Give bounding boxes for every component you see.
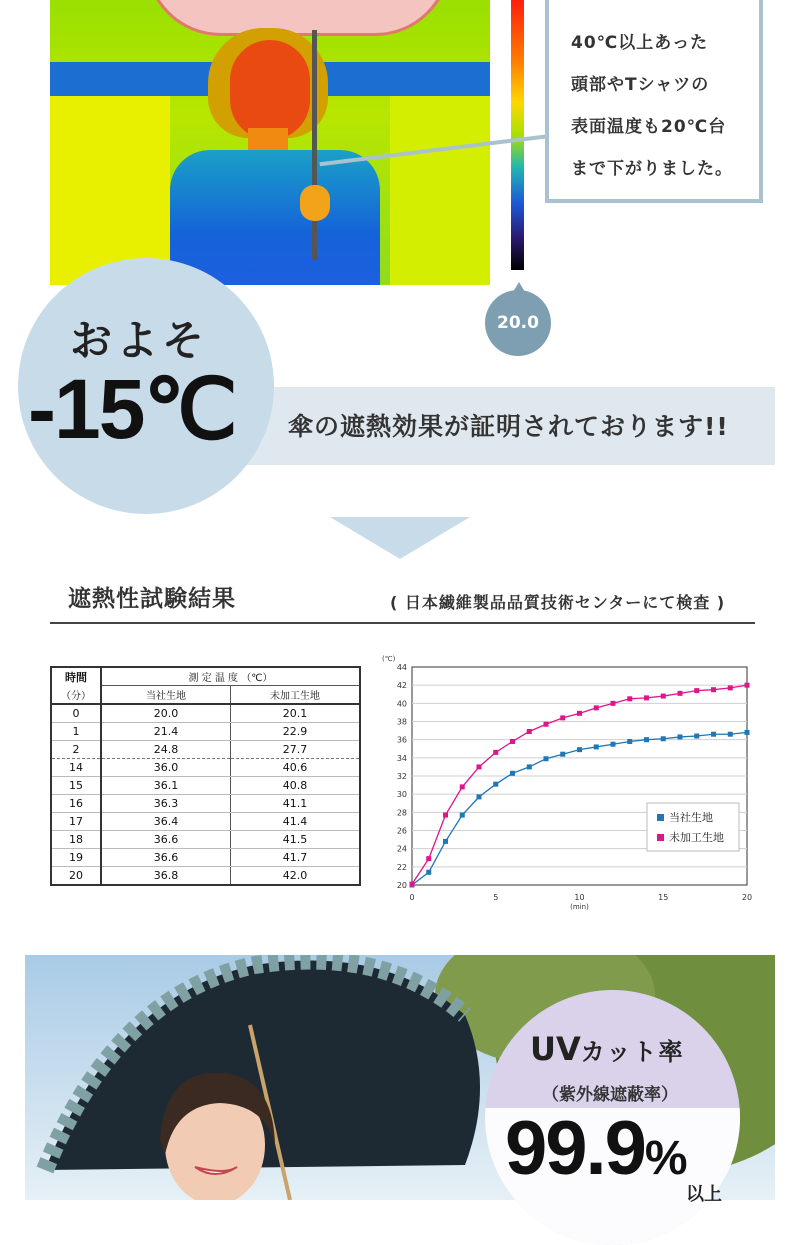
thermal-image: [50, 0, 490, 285]
table-cell-time: 19: [51, 849, 101, 867]
data-point-0: [477, 794, 482, 799]
table-cell-ours: 21.4: [101, 723, 231, 741]
y-unit-label: (℃): [382, 655, 396, 663]
table-row: [51, 777, 360, 795]
y-tick-label: 28: [396, 808, 407, 818]
x-tick-label: 10: [574, 893, 585, 902]
table-cell-ours: 36.6: [101, 831, 231, 849]
results-divider: [50, 622, 755, 624]
thermal-background-right: [390, 96, 490, 285]
table-cell-ours: 36.3: [101, 795, 231, 813]
y-tick-label: 36: [396, 735, 407, 745]
table-cell-untreated: 41.1: [231, 795, 361, 813]
table-cell-ours: 36.4: [101, 813, 231, 831]
thermal-body: [170, 150, 380, 285]
temperature-drop-value: -15℃: [28, 362, 236, 456]
thermal-background-left: [50, 96, 170, 285]
table-row: [51, 741, 360, 759]
approx-label: およそ: [70, 316, 209, 365]
table-row: [51, 723, 360, 741]
data-point-1: [560, 715, 565, 720]
table-cell-untreated: 40.6: [231, 759, 361, 777]
callout-line-4: まで下がりました。: [571, 159, 733, 179]
table-header-ours: 当社生地: [101, 686, 231, 705]
results-title: 遮熱性試験結果: [68, 586, 236, 612]
data-point-0: [510, 771, 515, 776]
y-tick-label: 42: [396, 681, 407, 691]
table-row: [51, 867, 360, 886]
table-cell-ours: 24.8: [101, 741, 231, 759]
data-point-0: [644, 737, 649, 742]
legend-label-0: 当社生地: [669, 811, 713, 824]
uv-subtitle: （紫外線遮蔽率）: [542, 1085, 678, 1105]
results-table: [50, 666, 361, 886]
data-point-1: [527, 729, 532, 734]
temperature-line-chart: [375, 650, 760, 915]
table-row: [51, 759, 360, 777]
y-tick-label: 32: [396, 772, 407, 781]
callout-line-1: 40℃以上あった: [571, 33, 709, 53]
uv-value-percent: %: [644, 1132, 686, 1185]
table-row: [51, 704, 360, 723]
data-point-1: [745, 683, 750, 688]
data-point-0: [527, 764, 532, 769]
thermal-umbrella-handle: [312, 30, 317, 260]
callout-line-2: 頭部やTシャツの: [571, 75, 710, 95]
y-tick-label: 44: [396, 663, 407, 672]
data-point-0: [745, 730, 750, 735]
table-header-time: 時間: [51, 667, 101, 686]
table-cell-time: 18: [51, 831, 101, 849]
uv-title: [530, 1030, 685, 1068]
y-tick-label: 26: [396, 826, 407, 836]
table-cell-untreated: 42.0: [282, 869, 308, 882]
x-tick-label: 0: [409, 893, 415, 902]
y-tick-label: 34: [396, 753, 407, 763]
legend-label-1: 未加工生地: [669, 831, 724, 844]
data-point-1: [678, 691, 683, 696]
table-cell-time: 1: [51, 723, 101, 741]
temperature-colorbar: [511, 0, 524, 270]
data-point-0: [661, 736, 666, 741]
table-cell-untreated: 22.9: [231, 723, 361, 741]
uv-suffix: 以上: [686, 1184, 722, 1205]
data-point-1: [477, 764, 482, 769]
data-point-1: [711, 687, 716, 692]
x-tick-label: 15: [658, 893, 669, 902]
data-point-0: [627, 739, 632, 744]
data-point-0: [460, 813, 465, 818]
scale-min-bubble: 20.0: [485, 290, 551, 356]
uv-title-a: UV: [530, 1030, 581, 1068]
data-point-0: [728, 732, 733, 737]
data-point-1: [594, 705, 599, 710]
down-arrow-icon: [330, 517, 470, 559]
table-cell-untreated: 41.4: [231, 813, 361, 831]
data-point-0: [560, 752, 565, 757]
table-cell-ours: 36.0: [101, 759, 231, 777]
y-tick-label: 38: [396, 717, 407, 727]
table-cell-time: 15: [51, 777, 101, 795]
legend-swatch-0: [657, 814, 664, 821]
data-point-1: [577, 711, 582, 716]
data-point-1: [694, 688, 699, 693]
data-point-1: [728, 685, 733, 690]
data-point-0: [577, 747, 582, 752]
table-cell-untreated: 41.7: [231, 849, 361, 867]
y-tick-label: 30: [396, 790, 407, 800]
data-point-0: [426, 870, 431, 875]
data-point-0: [443, 839, 448, 844]
data-point-1: [426, 856, 431, 861]
thermal-hand: [300, 185, 330, 221]
uv-value: [505, 1105, 686, 1192]
table-row: [51, 831, 360, 849]
y-tick-label: 40: [396, 699, 407, 709]
table-cell-ours: 36.1: [101, 777, 231, 795]
x-tick-label: 20: [741, 893, 753, 902]
table-cell-time: 16: [51, 795, 101, 813]
data-point-0: [594, 744, 599, 749]
table-cell-untreated: 41.5: [231, 831, 361, 849]
table-cell-ours: 20.0: [101, 704, 231, 723]
data-point-0: [611, 742, 616, 747]
x-unit-label: (min): [570, 903, 589, 911]
uv-title-b: カット率: [580, 1038, 685, 1066]
callout-line-3: 表面温度も20℃台: [571, 117, 727, 137]
table-cell-untreated: 40.8: [231, 777, 361, 795]
table-cell-ours: 36.6: [101, 849, 231, 867]
data-point-1: [410, 882, 415, 887]
data-point-1: [661, 694, 666, 699]
thermal-face: [230, 40, 310, 140]
y-tick-label: 20: [396, 881, 407, 890]
table-header-group: 測 定 温 度 （℃）: [101, 667, 360, 686]
y-tick-label: 22: [396, 862, 407, 872]
table-cell-time: 2: [51, 741, 101, 759]
uv-value-number: 99.9: [505, 1106, 645, 1191]
data-point-0: [678, 734, 683, 739]
table-cell-time: 20: [51, 867, 101, 886]
table-cell-time: 0: [51, 704, 101, 723]
effect-message: 傘の遮熱効果が証明されております!!: [288, 412, 729, 441]
data-point-1: [460, 784, 465, 789]
table-cell-untreated: 20.1: [231, 704, 361, 723]
table-cell-time: 17: [51, 813, 101, 831]
legend-swatch-1: [657, 834, 664, 841]
table-header-time-unit: （分）: [51, 686, 101, 705]
thermal-umbrella: [145, 0, 451, 36]
data-point-1: [510, 739, 515, 744]
table-row: [51, 795, 360, 813]
results-note: ( 日本繊維製品品質技術センターにて検査 ): [390, 593, 726, 612]
thermal-callout-box: [545, 0, 763, 203]
data-point-0: [544, 756, 549, 761]
data-point-1: [644, 695, 649, 700]
table-row: [51, 849, 360, 867]
data-point-0: [711, 732, 716, 737]
data-point-1: [611, 701, 616, 706]
data-point-1: [627, 696, 632, 701]
data-point-0: [694, 734, 699, 739]
data-point-1: [493, 750, 498, 755]
table-cell-time: 14: [51, 759, 101, 777]
data-point-1: [544, 722, 549, 727]
data-point-0: [493, 782, 498, 787]
table-row: [51, 813, 360, 831]
data-point-1: [443, 813, 448, 818]
y-tick-label: 24: [396, 844, 407, 854]
table-cell-ours: 36.8: [101, 867, 231, 886]
table-cell-untreated: 27.7: [231, 741, 361, 759]
table-header-untreated: 未加工生地: [231, 686, 361, 705]
x-tick-label: 5: [493, 893, 499, 902]
